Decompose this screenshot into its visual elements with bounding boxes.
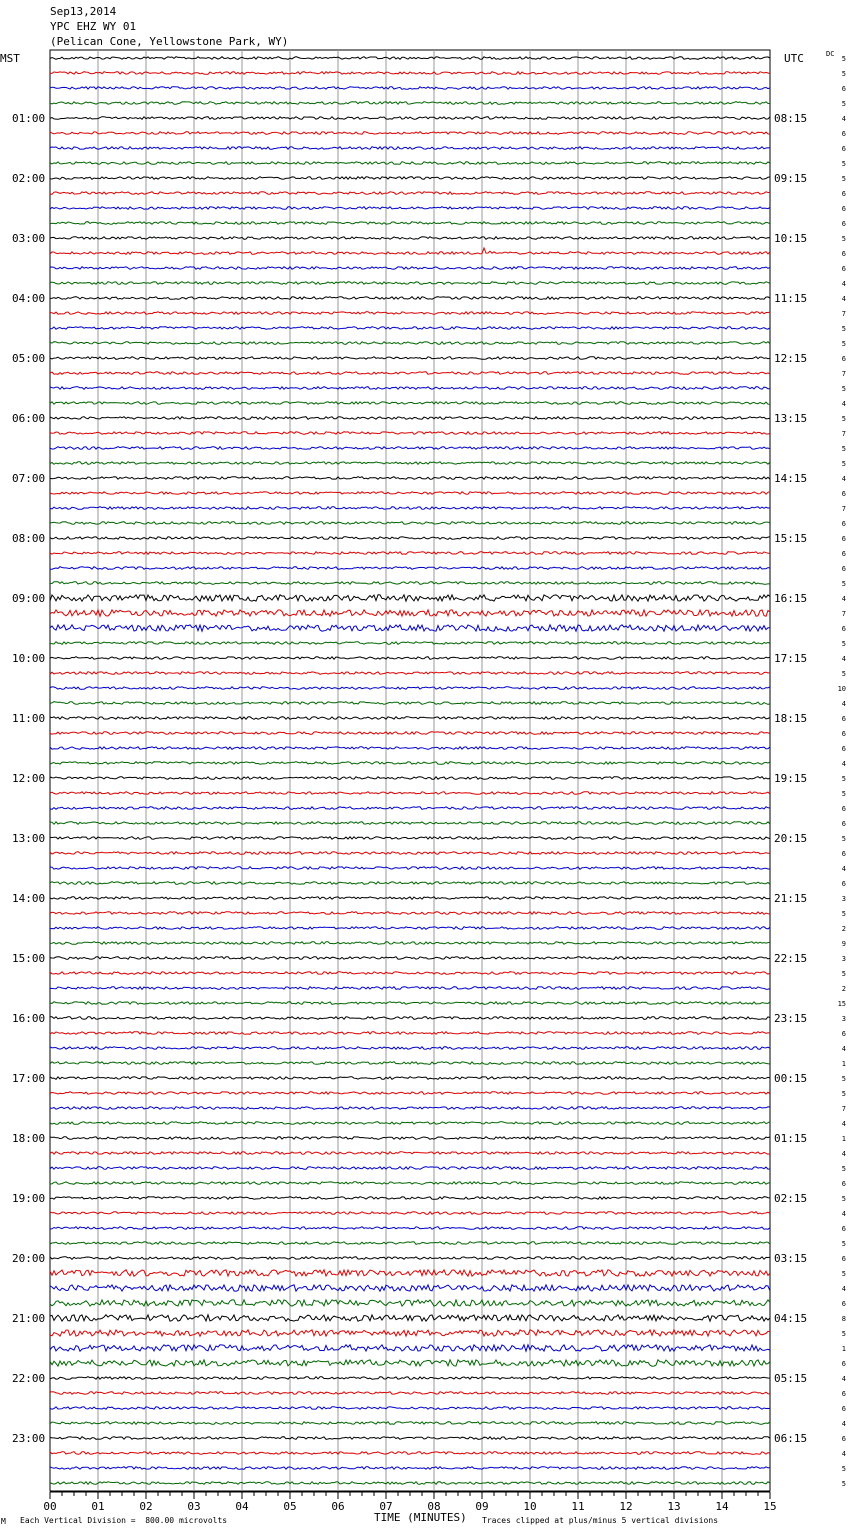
dc-value: 4 — [841, 655, 846, 663]
trace-row — [50, 477, 770, 480]
dc-value: 4 — [841, 760, 846, 768]
dc-value: 7 — [841, 310, 846, 318]
dc-value: 5 — [841, 970, 846, 978]
trace-row — [50, 1422, 770, 1425]
dc-value: 6 — [841, 730, 846, 738]
utc-hour-label: 14:15 — [774, 472, 808, 485]
trace-row — [50, 822, 770, 825]
utc-hour-label: 03:15 — [774, 1252, 808, 1265]
dc-value: 5 — [841, 580, 846, 588]
dc-value: 5 — [841, 1240, 846, 1248]
dc-value: 6 — [841, 745, 846, 753]
dc-value: 5 — [841, 670, 846, 678]
mst-hour-label: 20:00 — [12, 1252, 46, 1265]
right-axis-title: UTC — [784, 52, 804, 65]
dc-value: 3 — [841, 955, 846, 963]
dc-value: 1 — [841, 1060, 846, 1068]
trace-row — [50, 1167, 770, 1170]
trace-row — [50, 492, 770, 495]
dc-value: 6 — [841, 535, 846, 543]
x-tick-label: 14 — [715, 1500, 729, 1513]
mst-hour-label: 09:00 — [12, 592, 46, 605]
dc-value: 6 — [841, 820, 846, 828]
dc-value: 6 — [841, 250, 846, 258]
station-location: (Pelican Cone, Yellowstone Park, WY) — [50, 35, 289, 48]
trace-row — [50, 462, 770, 465]
dc-value: 6 — [841, 850, 846, 858]
dc-value: 5 — [841, 175, 846, 183]
dc-value: 5 — [841, 1465, 846, 1473]
trace-row — [50, 222, 770, 225]
trace-row — [50, 1152, 770, 1155]
utc-hour-label: 19:15 — [774, 772, 808, 785]
dc-value: 8 — [841, 1315, 846, 1323]
trace-row — [50, 312, 770, 315]
dc-value: 6 — [841, 1225, 846, 1233]
utc-hour-label: 17:15 — [774, 652, 808, 665]
trace-row — [50, 702, 770, 705]
utc-hour-label: 11:15 — [774, 292, 808, 305]
trace-row — [50, 1047, 770, 1050]
mst-hour-label: 18:00 — [12, 1132, 46, 1145]
dc-value: 4 — [841, 700, 846, 708]
x-tick-label: 09 — [475, 1500, 489, 1513]
mst-hour-label: 05:00 — [12, 352, 46, 365]
trace-row — [50, 1482, 770, 1485]
dc-value: 4 — [841, 400, 846, 408]
dc-value: 9 — [841, 940, 846, 948]
dc-value: 5 — [841, 235, 846, 243]
trace-row — [50, 1315, 770, 1321]
mst-hour-label: 04:00 — [12, 292, 46, 305]
trace-row — [50, 357, 770, 360]
trace-row — [50, 897, 770, 900]
dc-value: 5 — [841, 775, 846, 783]
dc-value: 4 — [841, 595, 846, 603]
dc-value: 6 — [841, 1360, 846, 1368]
trace-row — [50, 1467, 770, 1470]
utc-hour-label: 01:15 — [774, 1132, 808, 1145]
trace-row — [50, 162, 770, 165]
trace-row — [50, 1392, 770, 1395]
x-tick-label: 15 — [763, 1500, 777, 1513]
dc-value: 6 — [841, 1030, 846, 1038]
mst-hour-label: 15:00 — [12, 952, 46, 965]
utc-hour-label: 09:15 — [774, 172, 808, 185]
dc-value: 4 — [841, 1450, 846, 1458]
utc-hour-label: 22:15 — [774, 952, 808, 965]
trace-row — [50, 102, 770, 105]
dc-value: 4 — [841, 1210, 846, 1218]
trace-row — [50, 132, 770, 135]
dc-value: 6 — [841, 205, 846, 213]
trace-row — [50, 1107, 770, 1110]
trace-row — [50, 972, 770, 975]
mst-hour-label: 02:00 — [12, 172, 46, 185]
dc-value: 7 — [841, 370, 846, 378]
trace-row — [50, 987, 770, 990]
dc-value: 4 — [841, 295, 846, 303]
x-tick-label: 01 — [91, 1500, 105, 1513]
trace-row — [50, 248, 770, 254]
trace-row — [50, 642, 770, 645]
trace-row — [50, 522, 770, 525]
dc-value: 5 — [841, 640, 846, 648]
dc-value: 4 — [841, 1045, 846, 1053]
x-tick-label: 08 — [427, 1500, 441, 1513]
x-tick-label: 02 — [139, 1500, 153, 1513]
dc-value: 6 — [841, 130, 846, 138]
dc-value: 6 — [841, 625, 846, 633]
trace-row — [50, 732, 770, 735]
utc-hour-label: 23:15 — [774, 1012, 808, 1025]
trace-row — [50, 1002, 770, 1005]
corner-mark: M — [1, 1517, 6, 1526]
mst-hour-label: 13:00 — [12, 832, 46, 845]
trace-row — [50, 447, 770, 450]
dc-value: 5 — [841, 790, 846, 798]
trace-row — [50, 1227, 770, 1230]
trace-row — [50, 625, 770, 631]
trace-row — [50, 1077, 770, 1080]
dc-value: 5 — [841, 340, 846, 348]
mst-hour-label: 10:00 — [12, 652, 46, 665]
utc-hour-label: 13:15 — [774, 412, 808, 425]
dc-value: 6 — [841, 145, 846, 153]
utc-hour-label: 06:15 — [774, 1432, 808, 1445]
dc-value: 6 — [841, 715, 846, 723]
left-axis-title: MST — [0, 52, 20, 65]
dc-value: 4 — [841, 1120, 846, 1128]
trace-row — [50, 1437, 770, 1440]
dc-value: 7 — [841, 505, 846, 513]
utc-hour-label: 15:15 — [774, 532, 808, 545]
dc-value: 6 — [841, 520, 846, 528]
dc-value: 4 — [841, 115, 846, 123]
dc-value: 6 — [841, 1180, 846, 1188]
trace-row — [50, 657, 770, 660]
dc-value: 4 — [841, 280, 846, 288]
trace-row — [50, 1407, 770, 1410]
dc-value: 5 — [841, 445, 846, 453]
dc-column-title: DC — [826, 50, 835, 58]
x-tick-label: 07 — [379, 1500, 393, 1513]
x-tick-label: 12 — [619, 1500, 633, 1513]
mst-hour-label: 07:00 — [12, 472, 46, 485]
dc-value: 1 — [841, 1345, 846, 1353]
trace-row — [50, 297, 770, 300]
dc-value: 2 — [841, 925, 846, 933]
dc-value: 5 — [841, 460, 846, 468]
dc-value: 5 — [841, 1195, 846, 1203]
x-tick-label: 13 — [667, 1500, 681, 1513]
mst-hour-label: 23:00 — [12, 1432, 46, 1445]
x-tick-label: 11 — [571, 1500, 585, 1513]
dc-value: 4 — [841, 1375, 846, 1383]
trace-row — [50, 942, 770, 945]
dc-value: 6 — [841, 490, 846, 498]
dc-value: 6 — [841, 550, 846, 558]
dc-value: 7 — [841, 610, 846, 618]
dc-value: 7 — [841, 1105, 846, 1113]
utc-hour-label: 05:15 — [774, 1372, 808, 1385]
dc-value: 10 — [837, 685, 846, 693]
trace-row — [50, 762, 770, 765]
dc-value: 6 — [841, 805, 846, 813]
utc-hour-label: 12:15 — [774, 352, 808, 365]
trace-row — [50, 417, 770, 420]
trace-row — [50, 1345, 770, 1351]
trace-row — [50, 867, 770, 870]
mst-hour-label: 01:00 — [12, 112, 46, 125]
trace-row — [50, 567, 770, 570]
trace-row — [50, 852, 770, 855]
dc-value: 4 — [841, 1285, 846, 1293]
utc-hour-label: 18:15 — [774, 712, 808, 725]
dc-value: 5 — [841, 835, 846, 843]
trace-row — [50, 1032, 770, 1035]
dc-value: 6 — [841, 880, 846, 888]
dc-value: 5 — [841, 160, 846, 168]
trace-row — [50, 957, 770, 960]
dc-value: 6 — [841, 265, 846, 273]
trace-row — [50, 507, 770, 510]
trace-row — [50, 192, 770, 195]
dc-value: 5 — [841, 55, 846, 63]
mst-hour-label: 21:00 — [12, 1312, 46, 1325]
dc-value: 5 — [841, 70, 846, 78]
trace-row — [50, 342, 770, 345]
dc-value: 5 — [841, 1480, 846, 1488]
trace-row — [50, 1257, 770, 1260]
trace-row — [50, 1137, 770, 1140]
dc-value: 5 — [841, 325, 846, 333]
dc-value: 4 — [841, 475, 846, 483]
x-tick-label: 05 — [283, 1500, 297, 1513]
trace-row — [50, 117, 770, 120]
trace-row — [50, 1285, 770, 1291]
trace-row — [50, 387, 770, 390]
trace-row — [50, 1017, 770, 1020]
trace-row — [50, 687, 770, 690]
dc-value: 5 — [841, 1090, 846, 1098]
dc-value: 2 — [841, 985, 846, 993]
dc-value: 6 — [841, 1255, 846, 1263]
trace-row — [50, 927, 770, 930]
utc-hour-label: 10:15 — [774, 232, 808, 245]
trace-row — [50, 1242, 770, 1245]
trace-row — [50, 207, 770, 210]
dc-value: 5 — [841, 415, 846, 423]
dc-value: 6 — [841, 565, 846, 573]
trace-row — [50, 912, 770, 915]
trace-row — [50, 282, 770, 285]
mst-hour-label: 06:00 — [12, 412, 46, 425]
seismic-traces — [50, 57, 770, 1485]
dc-value: 6 — [841, 1435, 846, 1443]
trace-row — [50, 792, 770, 795]
x-tick-label: 03 — [187, 1500, 201, 1513]
mst-hour-label: 08:00 — [12, 532, 46, 545]
trace-row — [50, 147, 770, 150]
utc-hour-label: 20:15 — [774, 832, 808, 845]
dc-value: 4 — [841, 1150, 846, 1158]
trace-row — [50, 402, 770, 405]
plot-date: Sep13,2014 — [50, 5, 117, 18]
dc-value: 6 — [841, 1405, 846, 1413]
x-axis — [43, 1492, 776, 1513]
utc-hour-label: 21:15 — [774, 892, 808, 905]
trace-row — [50, 1270, 770, 1276]
clip-note: Traces clipped at plus/minus 5 vertical divisions — [482, 1516, 719, 1525]
trace-row — [50, 747, 770, 750]
trace-row — [50, 1452, 770, 1455]
x-tick-label: 04 — [235, 1500, 249, 1513]
dc-value: 15 — [837, 1000, 846, 1008]
mst-hour-label: 22:00 — [12, 1372, 46, 1385]
dc-value: 6 — [841, 190, 846, 198]
trace-row — [50, 57, 770, 60]
trace-row — [50, 595, 770, 601]
trace-row — [50, 1062, 770, 1065]
mst-hour-label: 16:00 — [12, 1012, 46, 1025]
trace-row — [50, 267, 770, 270]
x-tick-label: 10 — [523, 1500, 537, 1513]
trace-row — [50, 610, 770, 616]
dc-value: 6 — [841, 355, 846, 363]
dc-value: 5 — [841, 1165, 846, 1173]
utc-hour-label: 04:15 — [774, 1312, 808, 1325]
dc-value: 6 — [841, 1300, 846, 1308]
trace-row — [50, 1330, 770, 1336]
trace-row — [50, 552, 770, 555]
trace-row — [50, 432, 770, 435]
dc-value: 6 — [841, 85, 846, 93]
trace-row — [50, 1197, 770, 1200]
trace-row — [50, 1377, 770, 1380]
trace-row — [50, 1212, 770, 1215]
trace-row — [50, 1360, 770, 1366]
mst-hour-label: 14:00 — [12, 892, 46, 905]
dc-value: 5 — [841, 910, 846, 918]
trace-row — [50, 672, 770, 675]
trace-row — [50, 177, 770, 180]
dc-value: 5 — [841, 1330, 846, 1338]
trace-row — [50, 1122, 770, 1125]
dc-value: 5 — [841, 1075, 846, 1083]
dc-value: 4 — [841, 1420, 846, 1428]
station-code: YPC EHZ WY 01 — [50, 20, 137, 33]
trace-row — [50, 237, 770, 240]
dc-value: 3 — [841, 1015, 846, 1023]
trace-row — [50, 72, 770, 75]
dc-value: 1 — [841, 1135, 846, 1143]
dc-value: 6 — [841, 1390, 846, 1398]
utc-hour-label: 02:15 — [774, 1192, 808, 1205]
dc-value: 3 — [841, 895, 846, 903]
mst-hour-label: 12:00 — [12, 772, 46, 785]
trace-row — [50, 777, 770, 780]
trace-row — [50, 1182, 770, 1185]
mst-hour-label: 17:00 — [12, 1072, 46, 1085]
trace-row — [50, 717, 770, 720]
dc-value: 4 — [841, 865, 846, 873]
trace-row — [50, 327, 770, 330]
dc-value: 5 — [841, 100, 846, 108]
x-axis-title: TIME (MINUTES) — [374, 1511, 467, 1524]
utc-hour-label: 16:15 — [774, 592, 808, 605]
trace-row — [50, 837, 770, 840]
trace-row — [50, 807, 770, 810]
trace-row — [50, 882, 770, 885]
trace-row — [50, 87, 770, 90]
dc-value: 6 — [841, 220, 846, 228]
mst-hour-label: 19:00 — [12, 1192, 46, 1205]
mst-hour-label: 11:00 — [12, 712, 46, 725]
utc-hour-label: 08:15 — [774, 112, 808, 125]
trace-row — [50, 372, 770, 375]
dc-value: 5 — [841, 385, 846, 393]
dc-value: 5 — [841, 1270, 846, 1278]
scale-note: Each Vertical Division = 800.00 microvolts — [20, 1516, 228, 1525]
trace-row — [50, 1092, 770, 1095]
x-tick-label: 00 — [43, 1500, 57, 1513]
trace-row — [50, 1300, 770, 1306]
mst-hour-label: 03:00 — [12, 232, 46, 245]
utc-hour-label: 00:15 — [774, 1072, 808, 1085]
dc-value: 7 — [841, 430, 846, 438]
trace-row — [50, 537, 770, 540]
x-tick-label: 06 — [331, 1500, 345, 1513]
trace-row — [50, 582, 770, 585]
